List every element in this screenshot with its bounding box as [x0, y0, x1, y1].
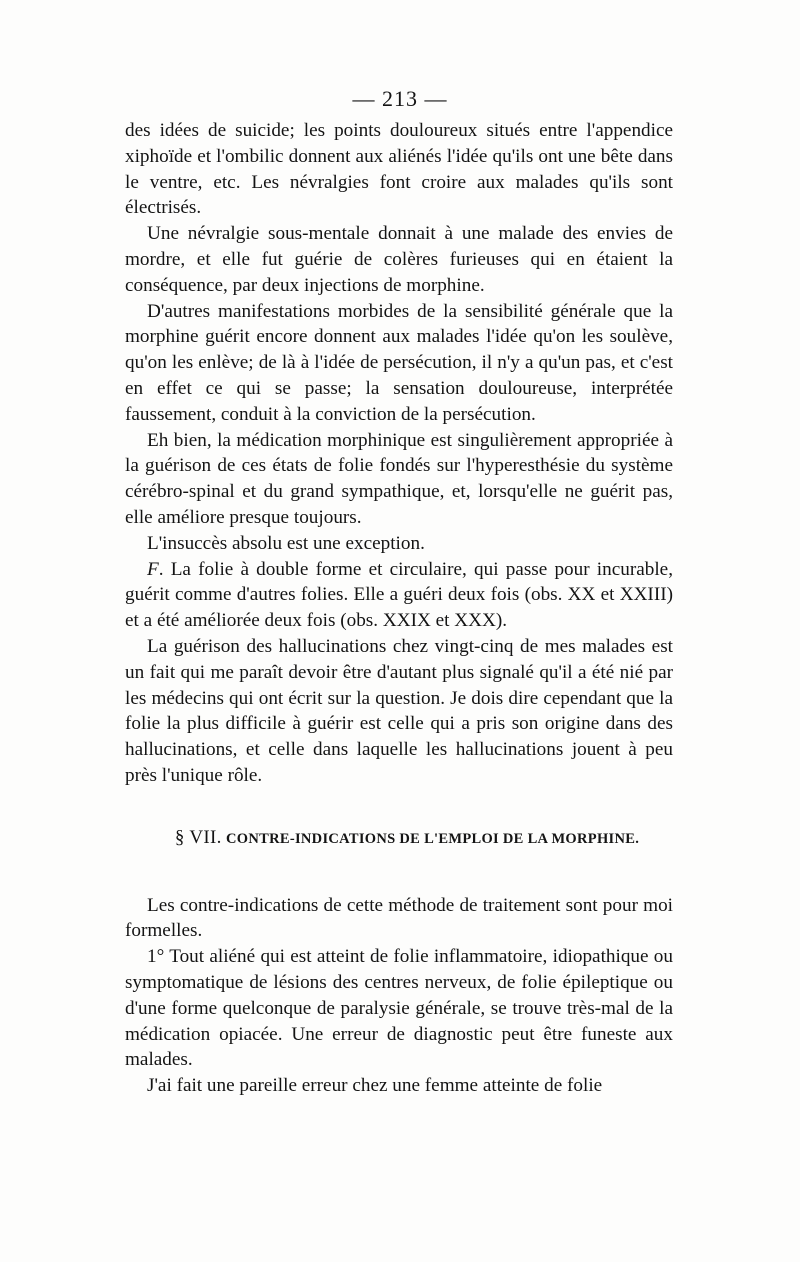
page-body	[125, 118, 673, 1099]
paragraph-neuralgia: Une névralgie sous-mentale donnait à une malade des envies de mordre, et elle fut guérie de colères furieuses qui en étaient la conséquence, par deux injections de morphine.	[125, 223, 673, 296]
paragraph-hallucinations: La guérison des hallucinations chez vingt-cinq de mes malades est un fait qui me paraît devoir être d'autant plus signalé qu'il a été nié par les médecins qui ont écrit sur la question. Je dois dire cependant que la folie la plus difficile à guérir est celle qui a pris son origine dans des hallucinations, et celle dans laquelle les hallucinations jouent à peu près l'unique rôle.	[125, 635, 673, 786]
section-title: CONTRE-INDICATIONS DE L'EMPLOI DE LA MORPHINE.	[226, 830, 640, 847]
paragraph-circular-folly	[125, 557, 673, 634]
paragraph-point-one: 1° Tout aliéné qui est atteint de folie inflammatoire, idiopathique ou symptomatique de lésions des centres nerveux, de folie épileptique ou d'une forme quelconque de paralysie générale, se trouve très-mal de la médication opiacée. Une erreur de diagnostic peut être funeste aux malades.	[125, 946, 673, 1071]
paragraph-failure-exception: L'insuccès absolu est une exception.	[147, 532, 425, 554]
paragraph-persecution: D'autres manifestations morbides de la sensibilité générale que la morphine guérit encore donnent aux malades l'idée qu'on les soulève, qu'on les enlève; de là à l'idée de persécution, il n'y a qu'un pas, et c'est en effet ce qui se passe; la sensation douloureuse, interprétée faussement, conduit à la conviction de la persécution.	[125, 300, 673, 425]
section-number: § VII.	[174, 826, 222, 848]
paragraph-morphine-medication: Eh bien, la médication morphinique est singulièrement appropriée à la guérison de ces états de folie fondés sur l'hyperesthésie du système cérébro-spinal et du grand sympathique, et, lorsqu'elle ne guérit pas, elle améliore presque toujours.	[125, 429, 673, 528]
paragraph-contra-indications: Les contre-indications de cette méthode de traitement sont pour moi formelles.	[125, 894, 673, 942]
page-number: — 213 —	[352, 86, 448, 111]
letter-f: F	[147, 558, 159, 580]
section-heading	[125, 825, 673, 853]
paragraph-circular-folly-text: . La folie à double forme et circulaire, qui passe pour incurable, guérit comme d'autres folies. Elle a guéri deux fois (obs. XX et XXIII) et a été améliorée deux fois (obs. XXIX et XXX).	[125, 558, 673, 632]
paragraph-suicide-ideas: des idées de suicide; les points douloureux situés entre l'appendice xiphoïde et l'ombilic donnent aux aliénés l'idée qu'ils ont une bête dans le ventre, etc. Les névralgies font croire aux malades qu'ils sont électrisés.	[125, 120, 673, 219]
paragraph-error-case: J'ai fait une pareille erreur chez une femme atteinte de folie	[147, 1075, 603, 1097]
